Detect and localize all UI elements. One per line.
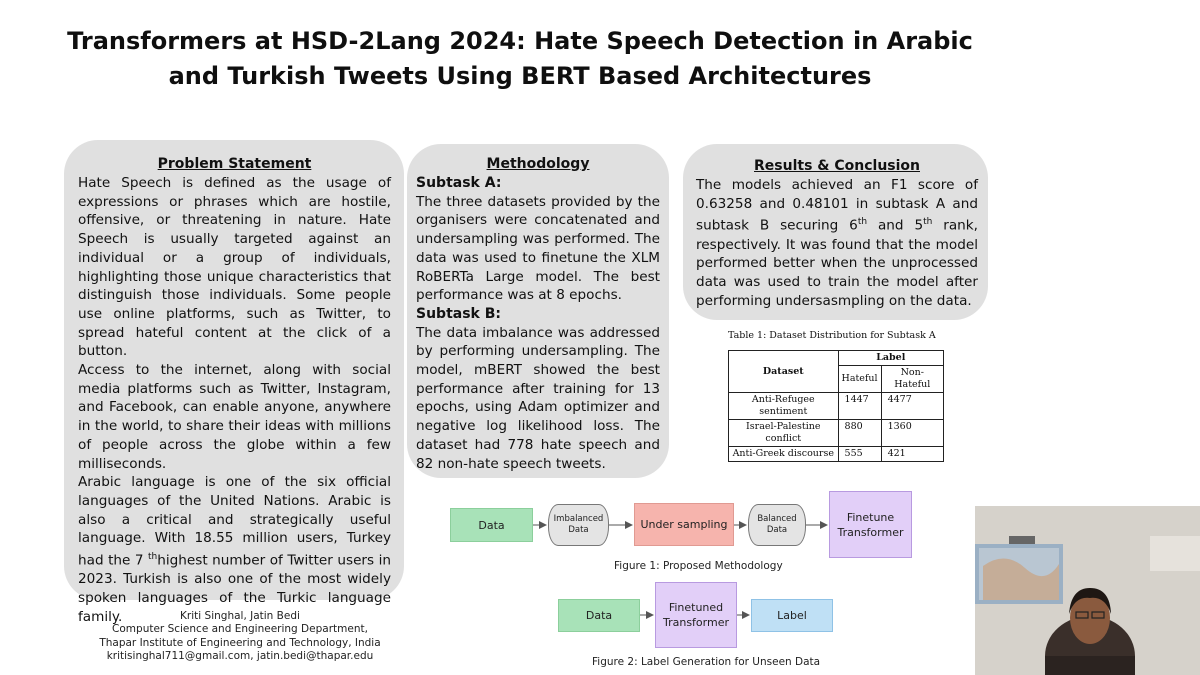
problem-para-3: Arabic language is one of the six official languages of the United Nations. Arabic is also a critical and strategically useful language. With 18.55 million users, Turkey had the 7 $^{th}$highest number of Twitter users in 2023. Turkish is also one of the most widely spoken languages of the Turkic language family. xyxy=(78,474,391,625)
cell-hateful: 555 xyxy=(838,447,881,462)
results-heading: Results & Conclusion xyxy=(754,158,920,174)
subtask-b-label: Subtask B: xyxy=(416,305,501,322)
fig1-finetune-box: Finetune Transformer xyxy=(829,491,912,558)
presenter-webcam xyxy=(975,506,1200,675)
fig2-finetuned-box: Finetuned Transformer xyxy=(655,582,737,648)
problem-heading: Problem Statement xyxy=(157,156,312,172)
subtask-a-label: Subtask A: xyxy=(416,175,502,191)
title-line-2: and Turkish Tweets Using BERT Based Architectures xyxy=(168,62,872,90)
col-hateful: Hateful xyxy=(838,366,881,393)
cell-hateful: 880 xyxy=(838,420,881,447)
methodology-heading: Methodology xyxy=(486,156,590,172)
author-institution: Thapar Institute of Engineering and Technology, India xyxy=(99,636,381,649)
figure1-caption: Figure 1: Proposed Methodology xyxy=(614,560,783,572)
presenter-video-icon xyxy=(975,506,1200,675)
col-nonhateful: Non-Hateful xyxy=(881,366,943,393)
fig1-imbalanced-data: Imbalanced Data xyxy=(548,504,609,546)
fig2-label-box: Label xyxy=(751,599,833,632)
cell-dataset: Anti-Greek discourse xyxy=(729,447,839,462)
author-dept: Computer Science and Engineering Department, xyxy=(112,623,368,636)
fig1-undersampling-box: Under sampling xyxy=(634,503,734,546)
fig1-data-box: Data xyxy=(450,508,533,542)
authors-block xyxy=(80,610,400,663)
title-line-1: Transformers at HSD-2Lang 2024: Hate Speech Detection in Arabic xyxy=(67,27,973,55)
author-names: Kriti Singhal, Jatin Bedi xyxy=(180,610,300,622)
cell-nonhateful: 1360 xyxy=(881,420,943,447)
col-label: Label xyxy=(838,351,943,366)
cell-dataset: Israel-Palestine conflict xyxy=(729,420,839,447)
subtask-b-text: The data imbalance was addressed by performing undersampling. The model, mBERT showed the best performance after training for 13 epochs, using Adam optimizer and negative log likelihood loss. The dataset had 778 hate speech and 82 non-hate speech tweets. xyxy=(416,324,660,472)
table-caption: Table 1: Dataset Distribution for Subtask A xyxy=(728,330,936,341)
subtask-a-text: The three datasets provided by the organisers were concatenated and undersampling was performed. The data was used to finetune the XLM RoBERTa Large model. The best performance was at 8 epochs. xyxy=(416,193,660,304)
cell-nonhateful: 421 xyxy=(881,447,943,462)
cell-nonhateful: 4477 xyxy=(881,393,943,420)
problem-para-2: Access to the internet, along with social media platforms such as Twitter, Instagram, and Facebook, can enable anyone, anywhere in the world, to share their ideas with millions of people across the globe within a few milliseconds. xyxy=(78,362,391,472)
cell-dataset: Anti-Refugee sentiment xyxy=(729,393,839,420)
results-text: The models achieved an F1 score of 0.63258 and 0.48101 in subtask A and subtask B securing 6th and 5th rank, respectively. It was found that the model performed better when the unprocessed data was used to train the model after performing undersasmpling on the data. xyxy=(696,177,978,309)
cell-hateful: 1447 xyxy=(838,393,881,420)
figure2-caption: Figure 2: Label Generation for Unseen Data xyxy=(592,656,821,668)
fig1-balanced-data: Balanced Data xyxy=(748,504,806,546)
col-dataset: Dataset xyxy=(729,351,839,393)
author-emails: kritisinghal711@gmail.com, jatin.bedi@thapar.edu xyxy=(106,649,374,662)
fig2-data-box: Data xyxy=(558,599,640,632)
problem-para-1: Hate Speech is defined as the usage of expressions or phrases which are hostile, offensive, or threatening in nature. Hate Speech is usually targeted against an individual or a group of individuals, highlighting those unique characteristics that distinguish those individuals. Some people use online platforms, such as Twitter, to spread hateful content at the click of a button. xyxy=(78,175,391,360)
